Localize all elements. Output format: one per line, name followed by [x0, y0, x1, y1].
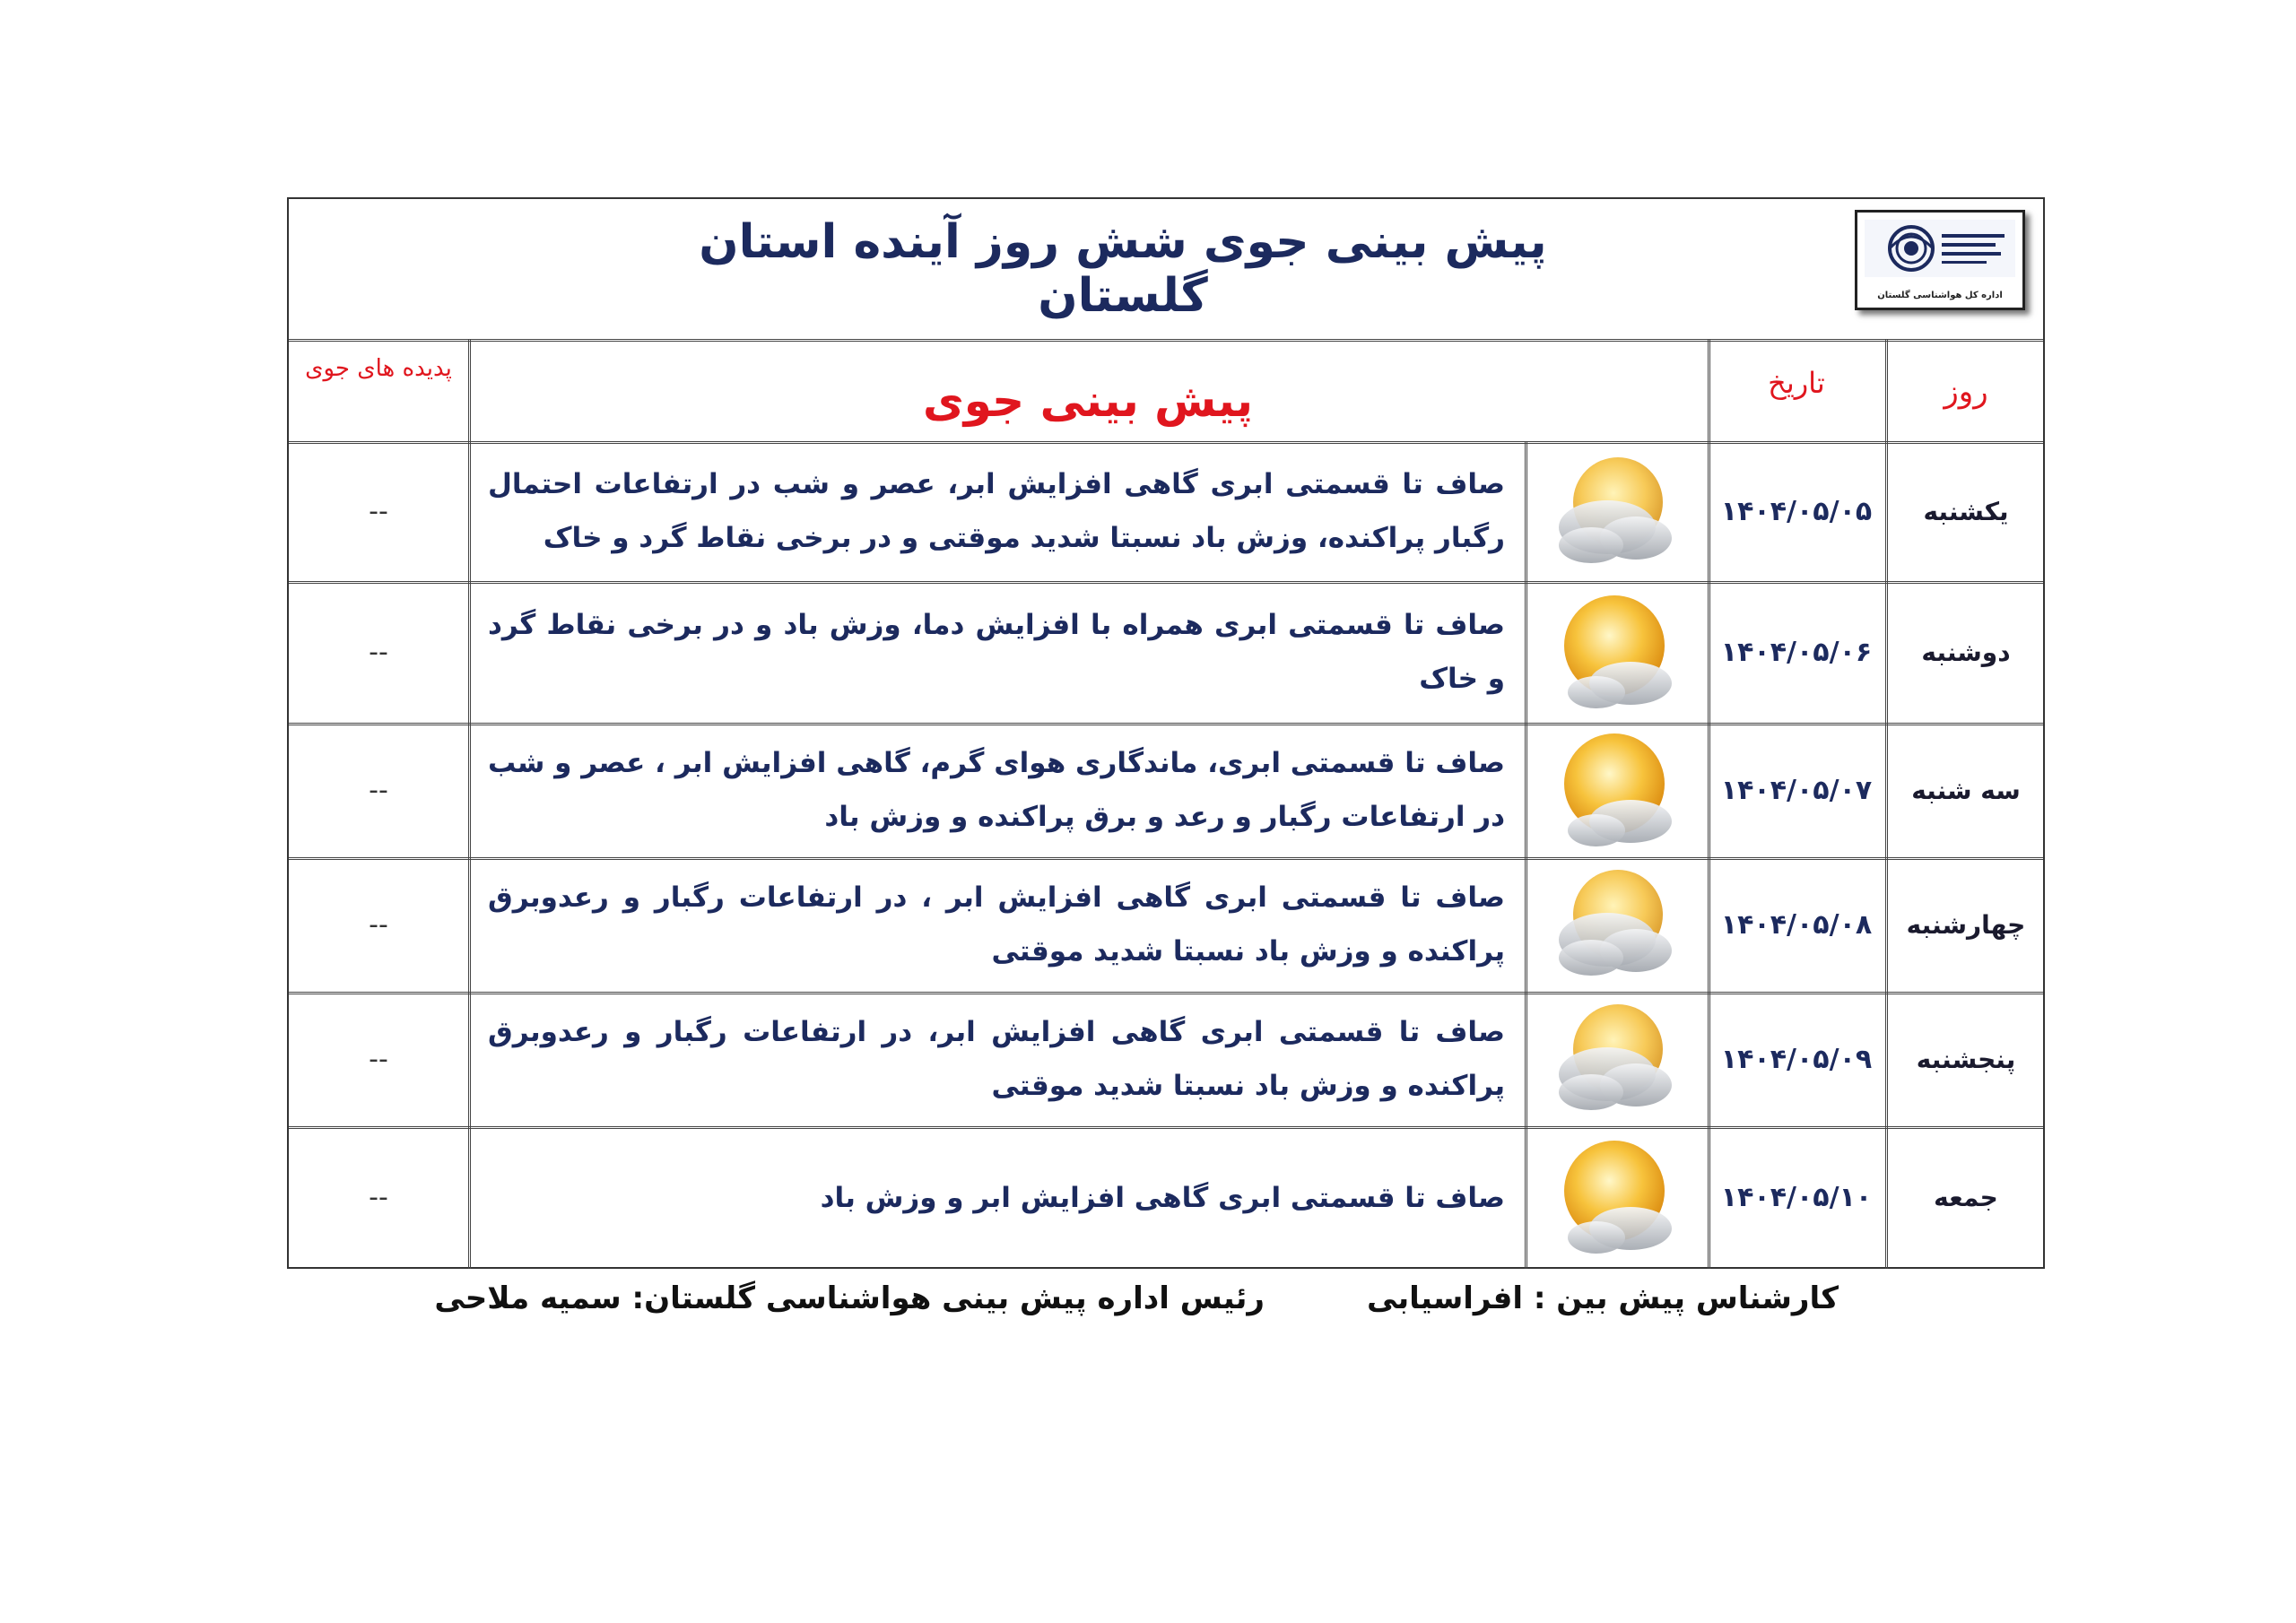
row-day: یکشنبه: [1923, 496, 2009, 526]
logo-emblem-icon: [1857, 213, 2022, 284]
partly-cloudy-icon: [1544, 452, 1688, 577]
row-date: ۱۴۰۴/۰۵/۰۷: [1720, 774, 1873, 806]
grid-line: [1525, 441, 1527, 1269]
row-date: ۱۴۰۴/۰۵/۰۹: [1720, 1043, 1873, 1075]
row-date: ۱۴۰۴/۰۵/۰۵: [1720, 495, 1873, 527]
partly-cloudy-icon: [1544, 999, 1688, 1124]
row-phenomena: --: [369, 636, 388, 668]
row-description: صاف تا قسمتی ابری گاهی افزایش ابر، عصر و شب در ارتفاعات احتمال رگبار پراکنده، وزش باد نسبتا شدید موقتی و در برخی نقاط گرد و خاک: [488, 468, 1505, 554]
row-date: ۱۴۰۴/۰۵/۰۸: [1720, 908, 1873, 941]
row-description: صاف تا قسمتی ابری گاهی افزایش ابر ، در ارتفاعات رگبار و رعدوبرق پراکنده و وزش باد نسبتا شدید موقتی: [488, 881, 1505, 968]
row-description: صاف تا قسمتی ابری گاهی افزایش ابر، در ارتفاعات رگبار و رعدوبرق پراکنده و وزش باد نسبتا شدید موقتی: [488, 1016, 1505, 1102]
row-phenomena: --: [369, 774, 388, 806]
header-forecast: پیش بینی جوی: [922, 375, 1254, 427]
forecaster-credit: کارشناس پیش بین : افراسیابی: [1367, 1280, 1839, 1316]
row-day: دوشنبه: [1921, 637, 2011, 667]
grid-line: [289, 339, 2043, 342]
row-day: چهارشنبه: [1906, 909, 2026, 940]
forecast-sheet: [287, 197, 2045, 1269]
row-phenomena: --: [369, 908, 388, 941]
logo-caption: اداره کل هواشناسی گلستان: [1877, 291, 2003, 300]
header-date: تاریخ: [1768, 366, 1825, 400]
header-phenomena: پدیده های جوی: [305, 355, 452, 382]
row-day: پنجشنبه: [1916, 1044, 2016, 1074]
row-day: جمعه: [1934, 1183, 1998, 1212]
row-description: صاف تا قسمتی ابری همراه با افزایش دما، وزش باد و در برخی نقاط گرد و خاک: [488, 609, 1505, 695]
partly-cloudy-icon: [1544, 864, 1688, 990]
row-description: صاف تا قسمتی ابری، ماندگاری هوای گرم، گاهی افزایش ابر ، عصر و شب در ارتفاعات رگبار و رعد و برق پراکنده و وزش باد: [488, 747, 1505, 833]
head-credit: رئیس اداره پیش بینی هواشناسی گلستان: سمیه ملاحی: [434, 1280, 1265, 1316]
page-title: پیش بینی جوی شش روز آینده استان گلستان: [699, 215, 1547, 323]
row-phenomena: --: [369, 1043, 388, 1075]
meteorological-organization-logo: [1855, 210, 2025, 310]
header-day: روز: [1944, 374, 1988, 410]
row-date: ۱۴۰۴/۰۵/۱۰: [1720, 1182, 1873, 1213]
row-phenomena: --: [369, 1182, 388, 1213]
row-day: سه شنبه: [1911, 775, 2021, 805]
row-date: ۱۴۰۴/۰۵/۰۶: [1720, 636, 1873, 668]
row-phenomena: --: [369, 495, 388, 527]
sunny-cloud-icon: [1544, 730, 1688, 855]
row-description: صاف تا قسمتی ابری گاهی افزایش ابر و وزش باد: [820, 1181, 1505, 1214]
sunny-cloud-icon: [1544, 592, 1688, 717]
sunny-cloud-icon: [1544, 1137, 1688, 1263]
